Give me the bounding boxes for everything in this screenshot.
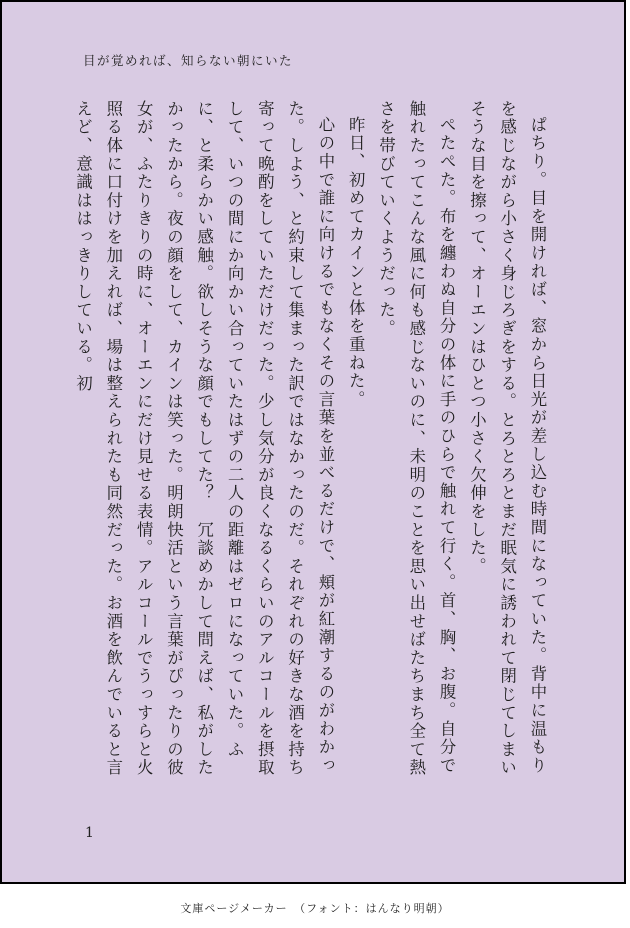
paragraph-3: 昨日、初めてカインと体を重ねた。 bbox=[346, 116, 366, 410]
paragraph-1: ぱちり。目を開ければ、窓から日光が差し込む時間になっていた。背中に温もりを感じながら小さく身じろぎをする。とろとろとまだ眠気に誘われて閉じてしまいそうな目を擦って、オーエンはひとつ小さく欠伸をした。 bbox=[467, 100, 547, 778]
page-number: 1 bbox=[85, 825, 94, 841]
paragraph-2: ぺたぺた。布を纏わぬ自分の体に手のひらで触れて行く。首、胸、お腹。自分で触れたってこんな風に何も感じないのに、未明のことを思い出せばたちまち全て熱さを帯びていくようだった。 bbox=[376, 100, 457, 778]
book-title: 目が覚めれば、知らない朝にいた bbox=[83, 53, 294, 68]
footer-credit: 文庫ページメーカー （フォント：はんなり明朝） bbox=[180, 902, 450, 915]
body-text bbox=[67, 100, 552, 790]
paragraph-4: 心の中で誰に向けるでもなくその言葉を並べるだけで、頬が紅潮するのがわかった。しよう、と約束して集まった訳ではなかったのだ。それぞれの好きな酒を持ち寄って晩酌をしていただけだった。少し気分が良くなるくらいのアルコールを摂取して、いつの間にか向かい合っていたはずの二人の距離はゼロになっていた。ふに、と柔らかい感触。欲しそうな顔でもしてた？ 冗談めかして問えば、私がしたかったから。夜の顔をして、カインは笑った。明朗快活という言葉がぴったりの彼女が、ふたりきりの時に、オーエンにだけ見せる表情。アルコールでうっすらと火照る体に口付けを加えれば、場は整えられたも同然だった。お酒を飲んでいると言えど、意識ははっきりしている。初 bbox=[73, 100, 335, 778]
